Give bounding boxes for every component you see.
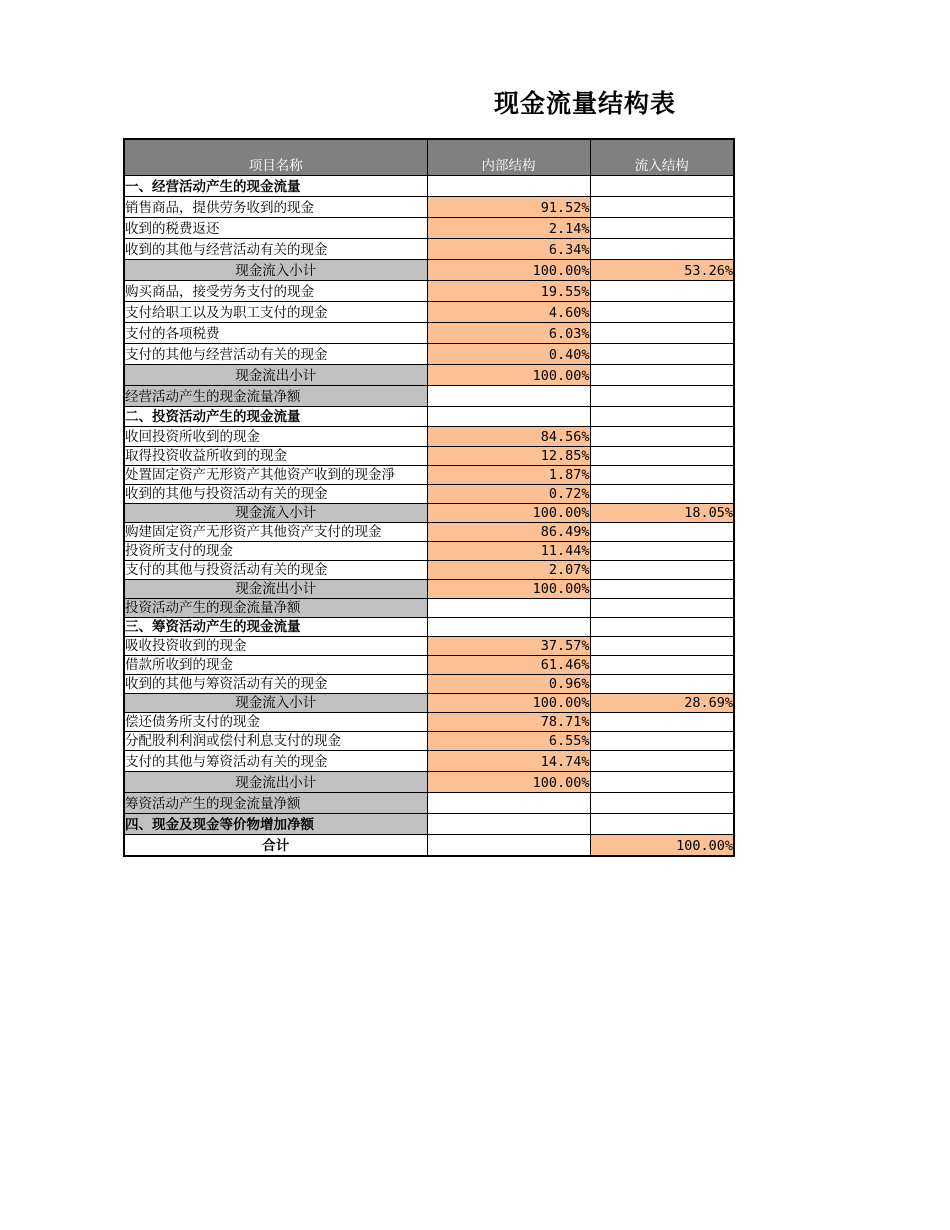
table-row [124,197,734,218]
inflow-cell[interactable] [590,365,734,386]
table-row [124,427,734,447]
inflow-cell[interactable] [590,218,734,239]
inflow-cell[interactable] [590,344,734,365]
inflow-cell[interactable] [590,197,734,218]
internal-cell[interactable]: 91.52% [427,197,590,218]
table-row [124,713,734,732]
row-label[interactable]: 购建固定资产无形资产其他资产支付的现金 [124,523,427,542]
internal-cell[interactable]: 0.72% [427,485,590,504]
inflow-cell[interactable] [590,561,734,580]
internal-cell[interactable]: 100.00% [427,365,590,386]
inflow-cell[interactable] [590,732,734,751]
internal-cell[interactable]: 0.96% [427,675,590,694]
inflow-cell[interactable] [590,407,734,427]
subtotal-row [124,580,734,599]
row-label[interactable]: 支付的其他与经营活动有关的现金 [124,344,427,365]
subtotal-label[interactable]: 现金流出小计 [124,580,427,599]
table-row [124,485,734,504]
header-name[interactable]: 项目名称 [124,139,427,176]
table-row [124,344,734,365]
header-row [124,139,734,176]
table-row [124,218,734,239]
row-label[interactable]: 借款所收到的现金 [124,656,427,675]
section-label[interactable]: 四、现金及现金等价物增加净额 [124,814,427,835]
internal-cell[interactable]: 4.60% [427,302,590,323]
internal-cell[interactable]: 6.34% [427,239,590,260]
inflow-cell[interactable] [590,239,734,260]
table-row [124,637,734,656]
inflow-cell[interactable] [590,323,734,344]
row-label[interactable]: 投资所支付的现金 [124,542,427,561]
inflow-cell[interactable]: 28.69% [590,694,734,713]
row-label[interactable]: 收到的税费返还 [124,218,427,239]
inflow-cell[interactable] [590,751,734,772]
internal-cell[interactable] [427,835,590,856]
row-label[interactable]: 购买商品，接受劳务支付的现金 [124,281,427,302]
inflow-cell[interactable] [590,618,734,637]
inflow-cell[interactable] [590,427,734,447]
net-row [124,599,734,618]
internal-cell[interactable]: 61.46% [427,656,590,675]
inflow-cell[interactable] [590,772,734,793]
inflow-cell[interactable]: 18.05% [590,504,734,523]
inflow-cell[interactable] [590,176,734,197]
total-label[interactable]: 合计 [124,835,427,856]
internal-cell[interactable]: 100.00% [427,772,590,793]
subtotal-label[interactable]: 现金流入小计 [124,694,427,713]
row-label[interactable]: 取得投资收益所收到的现金 [124,447,427,466]
internal-cell[interactable] [427,176,590,197]
cash-flow-table [123,138,735,857]
inflow-cell[interactable] [590,302,734,323]
net-label[interactable]: 筹资活动产生的现金流量净额 [124,793,427,814]
row-label[interactable]: 收到的其他与经营活动有关的现金 [124,239,427,260]
internal-cell[interactable]: 100.00% [427,580,590,599]
table-row [124,407,734,427]
internal-cell[interactable] [427,407,590,427]
table-row [124,302,734,323]
row-label[interactable]: 支付给职工以及为职工支付的现金 [124,302,427,323]
internal-cell[interactable]: 2.14% [427,218,590,239]
subtotal-row [124,694,734,713]
total-row [124,835,734,856]
section-label[interactable]: 三、筹资活动产生的现金流量 [124,618,427,637]
table-row [124,675,734,694]
row-label[interactable]: 收到的其他与投资活动有关的现金 [124,485,427,504]
subtotal-label[interactable]: 现金流出小计 [124,365,427,386]
net-label[interactable]: 投资活动产生的现金流量净额 [124,599,427,618]
internal-cell[interactable] [427,618,590,637]
internal-cell[interactable]: 6.03% [427,323,590,344]
internal-cell[interactable]: 14.74% [427,751,590,772]
row-label[interactable]: 分配股利利润或偿付利息支付的现金 [124,732,427,751]
table-row [124,447,734,466]
inflow-cell[interactable]: 100.00% [590,835,734,856]
table-row [124,814,734,835]
internal-cell[interactable]: 11.44% [427,542,590,561]
header-inflow[interactable]: 流入结构 [590,139,734,176]
subtotal-row [124,365,734,386]
inflow-cell[interactable] [590,814,734,835]
internal-cell[interactable]: 12.85% [427,447,590,466]
internal-cell[interactable]: 19.55% [427,281,590,302]
inflow-cell[interactable] [590,793,734,814]
inflow-cell[interactable] [590,466,734,485]
table-row [124,466,734,485]
internal-cell[interactable]: 84.56% [427,427,590,447]
inflow-cell[interactable] [590,656,734,675]
row-label[interactable]: 收到的其他与筹资活动有关的现金 [124,675,427,694]
row-label[interactable]: 收回投资所收到的现金 [124,427,427,447]
inflow-cell[interactable] [590,447,734,466]
internal-cell[interactable]: 100.00% [427,504,590,523]
section-label[interactable]: 二、投资活动产生的现金流量 [124,407,427,427]
net-row [124,386,734,407]
internal-cell[interactable]: 6.55% [427,732,590,751]
internal-cell[interactable] [427,814,590,835]
row-label[interactable]: 销售商品，提供劳务收到的现金 [124,197,427,218]
subtotal-row [124,260,734,281]
internal-cell[interactable]: 100.00% [427,260,590,281]
internal-cell[interactable]: 37.57% [427,637,590,656]
table-row [124,751,734,772]
inflow-cell[interactable] [590,675,734,694]
inflow-cell[interactable] [590,542,734,561]
inflow-cell[interactable] [590,523,734,542]
table-row [124,656,734,675]
inflow-cell[interactable] [590,386,734,407]
table-row [124,732,734,751]
table-row [124,618,734,637]
subtotal-label[interactable]: 现金流入小计 [124,260,427,281]
table-row [124,239,734,260]
row-label[interactable]: 偿还债务所支付的现金 [124,713,427,732]
header-internal[interactable]: 内部结构 [427,139,590,176]
row-label[interactable]: 支付的其他与投资活动有关的现金 [124,561,427,580]
section-label[interactable]: 一、经营活动产生的现金流量 [124,176,427,197]
internal-cell[interactable]: 100.00% [427,694,590,713]
table-row [124,523,734,542]
inflow-cell[interactable] [590,485,734,504]
internal-cell[interactable]: 86.49% [427,523,590,542]
inflow-cell[interactable] [590,281,734,302]
table-row [124,281,734,302]
row-label[interactable]: 支付的各项税费 [124,323,427,344]
internal-cell[interactable] [427,386,590,407]
inflow-cell[interactable]: 53.26% [590,260,734,281]
subtotal-row [124,772,734,793]
row-label[interactable]: 处置固定资产无形资产其他资产收到的现金淨 [124,466,427,485]
table-row [124,323,734,344]
row-label[interactable]: 吸收投资收到的现金 [124,637,427,656]
internal-cell[interactable]: 2.07% [427,561,590,580]
inflow-cell[interactable] [590,637,734,656]
table-row [124,561,734,580]
internal-cell[interactable]: 78.71% [427,713,590,732]
table-row [124,176,734,197]
internal-cell[interactable] [427,793,590,814]
page-title: 现金流量结构表 [494,89,677,118]
internal-cell[interactable]: 1.87% [427,466,590,485]
subtotal-row [124,504,734,523]
table-row [124,542,734,561]
net-label[interactable]: 经营活动产生的现金流量净额 [124,386,427,407]
inflow-cell[interactable] [590,713,734,732]
internal-cell[interactable]: 0.40% [427,344,590,365]
net-row [124,793,734,814]
subtotal-label[interactable]: 现金流出小计 [124,772,427,793]
inflow-cell[interactable] [590,580,734,599]
row-label[interactable]: 支付的其他与筹资活动有关的现金 [124,751,427,772]
internal-cell[interactable] [427,599,590,618]
subtotal-label[interactable]: 现金流入小计 [124,504,427,523]
inflow-cell[interactable] [590,599,734,618]
